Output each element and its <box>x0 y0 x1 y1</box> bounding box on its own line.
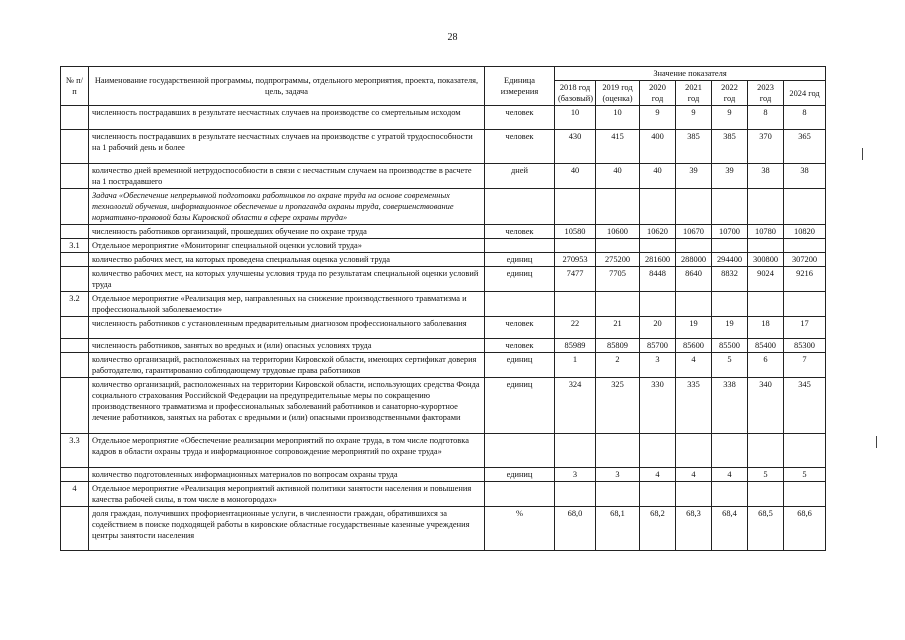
row-value: 10780 <box>748 225 784 239</box>
table-row <box>61 225 826 239</box>
row-value: 6 <box>748 353 784 378</box>
row-value: 19 <box>676 317 712 339</box>
row-value: 385 <box>712 130 748 164</box>
row-value <box>784 482 826 507</box>
table-row <box>61 468 826 482</box>
row-number <box>61 468 89 482</box>
row-value <box>676 292 712 317</box>
row-value <box>712 482 748 507</box>
page-number: 28 <box>447 32 458 43</box>
header-year: 2019 год (оценка) <box>596 81 640 106</box>
row-value <box>748 292 784 317</box>
row-unit: человек <box>485 106 555 130</box>
row-value: 21 <box>596 317 640 339</box>
table-row <box>61 317 826 339</box>
row-value: 20 <box>640 317 676 339</box>
row-name: Отдельное мероприятие «Мониторинг специальной оценки условий труда» <box>89 239 485 253</box>
row-value <box>640 239 676 253</box>
table-row <box>61 482 826 507</box>
row-value: 68,0 <box>555 507 596 551</box>
row-value: 38 <box>748 164 784 189</box>
row-number: 3.3 <box>61 434 89 468</box>
row-name: численность работников с установленным предварительным диагнозом профессионального заболевания <box>89 317 485 339</box>
row-value: 400 <box>640 130 676 164</box>
table-row <box>61 339 826 353</box>
header-year: 2024 год <box>784 81 826 106</box>
row-unit: единиц <box>485 468 555 482</box>
row-value: 85500 <box>712 339 748 353</box>
row-value <box>596 292 640 317</box>
row-unit: человек <box>485 339 555 353</box>
header-year: 2018 год (базовый) <box>555 81 596 106</box>
row-value: 10 <box>596 106 640 130</box>
row-unit: единиц <box>485 378 555 434</box>
row-value: 9 <box>712 106 748 130</box>
row-value: 288000 <box>676 253 712 267</box>
header-year: 2020 год <box>640 81 676 106</box>
row-value <box>555 239 596 253</box>
row-value: 270953 <box>555 253 596 267</box>
row-value <box>712 189 748 225</box>
row-value <box>555 482 596 507</box>
row-value: 275200 <box>596 253 640 267</box>
row-value: 5 <box>784 468 826 482</box>
row-value: 300800 <box>748 253 784 267</box>
row-value <box>676 239 712 253</box>
row-unit <box>485 434 555 468</box>
row-value <box>555 292 596 317</box>
row-value: 3 <box>596 468 640 482</box>
row-value: 8 <box>784 106 826 130</box>
row-number: 3.2 <box>61 292 89 317</box>
row-value: 324 <box>555 378 596 434</box>
row-value: 40 <box>555 164 596 189</box>
row-value: 85989 <box>555 339 596 353</box>
row-unit <box>485 239 555 253</box>
row-value: 370 <box>748 130 784 164</box>
row-value: 7477 <box>555 267 596 292</box>
row-value <box>640 189 676 225</box>
row-number <box>61 225 89 239</box>
row-value <box>784 434 826 468</box>
row-value <box>640 292 676 317</box>
table-row <box>61 239 826 253</box>
row-value: 281600 <box>640 253 676 267</box>
row-value: 68,4 <box>712 507 748 551</box>
row-unit <box>485 482 555 507</box>
table-row <box>61 267 826 292</box>
row-value: 5 <box>712 353 748 378</box>
row-value: 85300 <box>784 339 826 353</box>
row-number <box>61 164 89 189</box>
row-value: 330 <box>640 378 676 434</box>
row-number <box>61 353 89 378</box>
row-value: 39 <box>676 164 712 189</box>
row-value: 8 <box>748 106 784 130</box>
row-value: 345 <box>784 378 826 434</box>
row-value: 68,6 <box>784 507 826 551</box>
row-value: 3 <box>640 353 676 378</box>
row-value: 17 <box>784 317 826 339</box>
row-value: 39 <box>712 164 748 189</box>
row-unit: человек <box>485 225 555 239</box>
row-name: количество рабочих мест, на которых проведена специальная оценка условий труда <box>89 253 485 267</box>
header-year: 2023 год <box>748 81 784 106</box>
row-name: численность работников организаций, прошедших обучение по охране труда <box>89 225 485 239</box>
row-name: Задача «Обеспечение непрерывной подготовки работников по охране труда на основе современных технологий обучения, информационное обеспечение и пропаганда охраны труда, совершенствование нормативно-правовой базы Кировской области в сфере охраны труда» <box>89 189 485 225</box>
row-value <box>596 239 640 253</box>
row-value <box>676 434 712 468</box>
row-value: 10620 <box>640 225 676 239</box>
row-number <box>61 507 89 551</box>
row-value: 10580 <box>555 225 596 239</box>
table-row <box>61 353 826 378</box>
row-value: 85700 <box>640 339 676 353</box>
row-value: 4 <box>676 353 712 378</box>
table-row <box>61 189 826 225</box>
row-value: 68,3 <box>676 507 712 551</box>
row-number <box>61 106 89 130</box>
row-value: 19 <box>712 317 748 339</box>
row-value: 85600 <box>676 339 712 353</box>
table-row <box>61 164 826 189</box>
row-number <box>61 253 89 267</box>
row-value <box>748 434 784 468</box>
row-value: 68,5 <box>748 507 784 551</box>
row-value: 430 <box>555 130 596 164</box>
row-value <box>748 482 784 507</box>
row-value: 9 <box>676 106 712 130</box>
table-row <box>61 507 826 551</box>
row-value: 5 <box>748 468 784 482</box>
row-number <box>61 267 89 292</box>
row-value <box>748 189 784 225</box>
row-value: 7 <box>784 353 826 378</box>
row-value: 85400 <box>748 339 784 353</box>
row-value: 40 <box>640 164 676 189</box>
row-value <box>784 292 826 317</box>
row-value: 4 <box>640 468 676 482</box>
row-value: 338 <box>712 378 748 434</box>
header-unit: Единица измерения <box>485 67 555 106</box>
row-value: 9 <box>640 106 676 130</box>
row-number: 3.1 <box>61 239 89 253</box>
row-unit: % <box>485 507 555 551</box>
row-unit: дней <box>485 164 555 189</box>
row-value <box>555 189 596 225</box>
row-value: 307200 <box>784 253 826 267</box>
row-unit: единиц <box>485 253 555 267</box>
row-value: 8640 <box>676 267 712 292</box>
row-value: 9024 <box>748 267 784 292</box>
row-value: 1 <box>555 353 596 378</box>
table-row <box>61 292 826 317</box>
header-no: № п/п <box>61 67 89 106</box>
row-name: Отдельное мероприятие «Реализация мероприятий активной политики занятости населения и повышения качества рабочей силы, в том числе в моногородах» <box>89 482 485 507</box>
row-value <box>784 239 826 253</box>
row-value <box>712 434 748 468</box>
row-value: 85809 <box>596 339 640 353</box>
table-body <box>61 106 826 551</box>
margin-mark <box>876 436 877 448</box>
row-value: 9216 <box>784 267 826 292</box>
row-value: 10670 <box>676 225 712 239</box>
row-value <box>748 239 784 253</box>
row-number <box>61 317 89 339</box>
row-value: 335 <box>676 378 712 434</box>
row-value <box>640 482 676 507</box>
row-unit: единиц <box>485 267 555 292</box>
row-value: 10600 <box>596 225 640 239</box>
row-name: количество подготовленных информационных материалов по вопросам охраны труда <box>89 468 485 482</box>
row-name: количество дней временной нетрудоспособности в связи с несчастным случаем на производстве в расчете на 1 пострадавшего <box>89 164 485 189</box>
row-value: 7705 <box>596 267 640 292</box>
row-value: 10 <box>555 106 596 130</box>
row-value <box>596 434 640 468</box>
row-value: 10820 <box>784 225 826 239</box>
row-value: 3 <box>555 468 596 482</box>
row-name: численность работников, занятых во вредных и (или) опасных условиях труда <box>89 339 485 353</box>
row-unit <box>485 189 555 225</box>
row-number <box>61 189 89 225</box>
row-value: 385 <box>676 130 712 164</box>
indicators-table <box>60 66 826 551</box>
row-name: количество организаций, расположенных на территории Кировской области, использующих средства Фонда социального страхования Российской Федерации на предупредительные меры по сокращению производственного травматизма и профессиональных заболеваний работников и санаторно-курортное лечение работников, занятых на работах с вредными и (или) опасными производственными факторами <box>89 378 485 434</box>
row-value: 40 <box>596 164 640 189</box>
row-unit: человек <box>485 317 555 339</box>
row-value <box>596 482 640 507</box>
row-value: 8832 <box>712 267 748 292</box>
row-unit: единиц <box>485 353 555 378</box>
row-value: 4 <box>676 468 712 482</box>
row-value: 68,2 <box>640 507 676 551</box>
row-value <box>555 434 596 468</box>
header-name: Наименование государственной программы, подпрограммы, отдельного мероприятия, проекта, показателя, цель, задача <box>89 67 485 106</box>
row-value: 38 <box>784 164 826 189</box>
row-unit <box>485 292 555 317</box>
row-value: 294400 <box>712 253 748 267</box>
row-number: 4 <box>61 482 89 507</box>
row-value <box>712 292 748 317</box>
table-row <box>61 378 826 434</box>
row-value: 325 <box>596 378 640 434</box>
row-number <box>61 130 89 164</box>
row-name: численность пострадавших в результате несчастных случаев на производстве со смертельным исходом <box>89 106 485 130</box>
row-value: 18 <box>748 317 784 339</box>
row-name: количество рабочих мест, на которых улучшены условия труда по результатам специальной оценки условий труда <box>89 267 485 292</box>
header-year: 2021 год <box>676 81 712 106</box>
row-name: Отдельное мероприятие «Обеспечение реализации мероприятий по охране труда, в том числе подготовка кадров в области охраны труда и информационное сопровождение мероприятий по охране труда» <box>89 434 485 468</box>
row-value: 365 <box>784 130 826 164</box>
row-value: 4 <box>712 468 748 482</box>
row-value: 415 <box>596 130 640 164</box>
row-value: 2 <box>596 353 640 378</box>
row-value: 68,1 <box>596 507 640 551</box>
margin-mark <box>862 148 863 160</box>
row-value <box>596 189 640 225</box>
header-values-group: Значение показателя <box>555 67 826 81</box>
row-value <box>640 434 676 468</box>
row-value: 8448 <box>640 267 676 292</box>
row-value: 22 <box>555 317 596 339</box>
table-row <box>61 434 826 468</box>
table-row <box>61 253 826 267</box>
row-number <box>61 378 89 434</box>
row-value: 10700 <box>712 225 748 239</box>
row-value: 340 <box>748 378 784 434</box>
header-year: 2022 год <box>712 81 748 106</box>
row-unit: человек <box>485 130 555 164</box>
table-row <box>61 130 826 164</box>
row-name: численность пострадавших в результате несчастных случаев на производстве с утратой трудоспособности на 1 рабочий день и более <box>89 130 485 164</box>
row-name: доля граждан, получивших профориентационные услуги, в численности граждан, обратившихся за содействием в поиске подходящей работы в кировские областные государственные казенные учреждения центры занятости населения <box>89 507 485 551</box>
row-name: Отдельное мероприятие «Реализация мер, направленных на снижение производственного травматизма и профессиональной заболеваемости» <box>89 292 485 317</box>
row-value <box>676 482 712 507</box>
table-row <box>61 106 826 130</box>
row-value <box>676 189 712 225</box>
row-value <box>784 189 826 225</box>
row-value <box>712 239 748 253</box>
row-number <box>61 339 89 353</box>
row-name: количество организаций, расположенных на территории Кировской области, имеющих сертификат доверия работодателю, гарантированно соблюдающему трудовые права работников <box>89 353 485 378</box>
